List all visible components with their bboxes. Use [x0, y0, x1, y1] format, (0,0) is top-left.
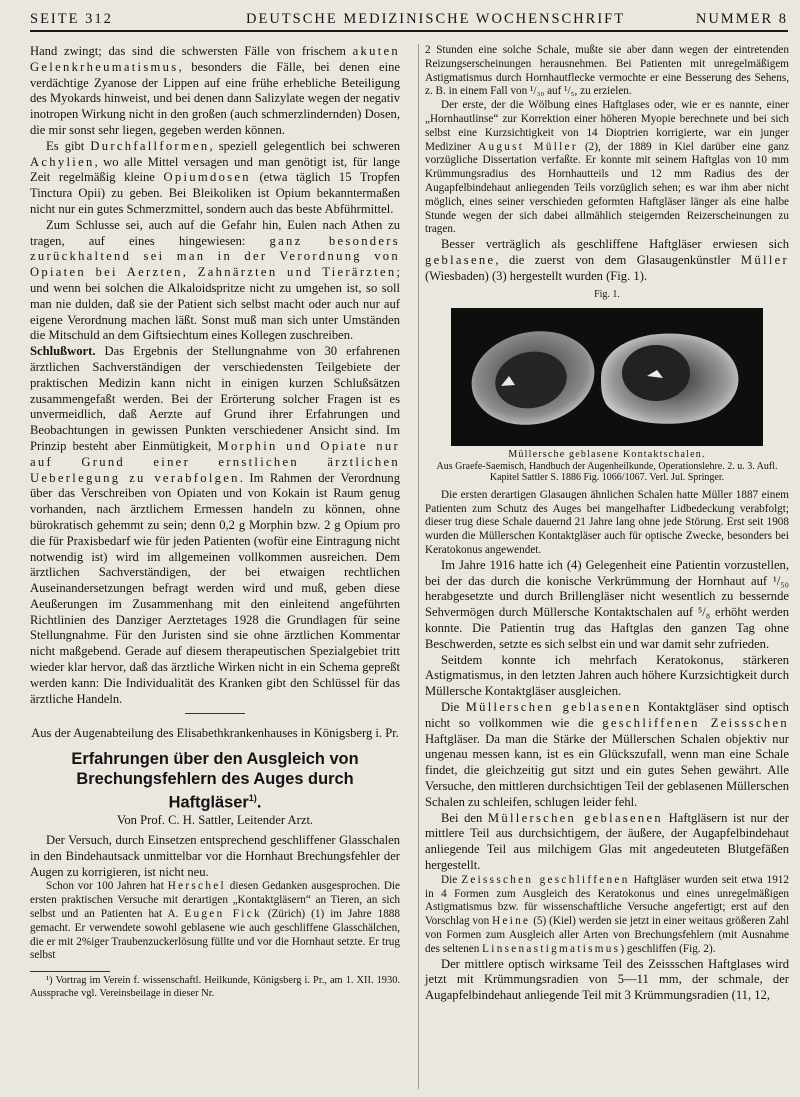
running-header [30, 8, 788, 32]
paragraph: Die Zeissschen geschliffenen Haftgläser wurden seit etwa 1912 in 4 Formen zum Ausgleich des Keratokonus und eines unregelmäßigen Astigmatismus bzw. für wissenschaftliche Versuche angefertigt; erst auf den Vorschlag von Heine (5) (Kiel) werden sie jetzt in einer weitaus größeren Zahl von Formen zum Ausgleich aller Arten von Brechungsfehlern (mit Ausnahme des seltenen Linsenastigmatismus) geschliffen (Fig. 2). [425, 873, 789, 955]
left-lens [463, 320, 603, 436]
left-column [30, 44, 400, 1089]
figure-label: Fig. 1. [594, 288, 620, 300]
paragraph: Die ersten derartigen Glasaugen ähnlichen Schalen hatte Müller 1887 einem Patienten zum Schutz des Auges bei mangelhafter Lidbedeckung verabfolgt; dieser trug diese Schale dauernd 21 Jahre lang ohne jede Störung. Erst seit 1908 wurden die Müllerschen Kontaktgläser auch für optische Zwecke, besonders bei Keratokonus angewendet. [425, 488, 789, 557]
journal-title: DEUTSCHE MEDIZINISCHE WOCHENSCHRIFT [246, 11, 626, 27]
paragraph: Seitdem konnte ich mehrfach Keratokonus, stärkeren Astigmatismus, in den letzten Jahren auch höhere Kurzsichtigkeit durch Müllersche Kontaktgläser ausgleichen. [425, 652, 789, 699]
paragraph: Es gibt Durchfallformen, speziell gelegentlich bei schweren Achylien, wo alle Mittel versagen und man genötigt ist, für lange Zeit regelmäßig kleine Opiumdosen (etwa täglich 15 Tropfen Tinctura Opii) zu geben. Bei Bleikoliken ist Opium bekanntermaßen nicht nur ein gutes Schmerzmittel, sondern auch das beste Abführmittel. [30, 138, 400, 216]
paragraph: Der Versuch, durch Einsetzen entsprechend geschliffener Glasschalen in den Bindehautsack unmittelbar vor die Hornhaut Brechungsfehler der Augen zu korrigieren, ist nicht neu. [30, 833, 400, 879]
paragraph: Der erste, der die Wölbung eines Haftglases oder, wie er es nannte, einer „Hornhautlinse“ zur Korrektion einer höheren Myopie berechnete und bei sich selbst eine Kurzsichtigkeit von 14 Dioptrien korrigierte, war ein junger Mediziner August Müller (2), der 1889 in Kiel darüber eine ganz vorzügliche Dissertation verfaßte. Er konnte mit seinem Haftglas von 10 mm Krümmungsradius des Hornhautteils und 12 mm Radius des der Augapfelbindehaut anliegenden Teils vorzüglich sehen; es war ihm aber nicht möglich, eines seiner verschieden geformten Haftgläser länger als eine halbe Stunde wegen der sich dabei allmählich steigernden Reizerscheinungen zu tragen. [425, 99, 789, 236]
paragraph: Hand zwingt; das sind die schwersten Fälle von frischem akuten Gelenkrheumatismus, besonders die Fälle, bei denen eine verdächtige Zyanose der Lippen auf eine frühe erhebliche Beteiligung des Myokards hinweist, und bei denen dann Salizylate wegen der negativ inotropen Wirkung nicht in den großen (auch schmerzlindernden) Dosen, die mir sonst sehr liegen, gegeben werden können. [30, 44, 400, 137]
paragraph: Die Müllerschen geblasenen Kontaktgläser sind optisch nicht so vollkommen wie die geschliffenen Zeissschen Haftgläser. Da man die Stärke der Müllerschen Schalen objektiv nur ungenau messen kann, ist es ein Glückszufall, wenn man eine Schale findet, die gleichzeitig gut sitzt und ein gutes Sehen gewährt. Alle Versuche, den mittleren durchsichtigen Teil der geblasenen Müllerschen Schalen zu schleifen, schlugen leider fehl. [425, 700, 789, 809]
figure-caption: Müllersche geblasene Kontaktschalen. Aus Graefe-Saemisch, Handbuch der Augenheilkunde, Operationslehre. 2. u. 3. Aufl. Kapitel Sattler S. 1886 Fig. 1066/1067. Verl. Jul. Springer. [436, 449, 778, 484]
paragraph: Schon vor 100 Jahren hat Herschel diesen Gedanken ausgesprochen. Die ersten praktischen Versuche mit derartigen „Kontaktgläsern“ an Tieren, an sich selbst und an Patienten hat A. Eugen Fick (Zürich) (1) im Jahre 1888 gemacht. Er verwendete sowohl geblasene wie auch geschliffene Glasschälchen, die er mit 2%iger Traubenzuckerlösung füllte und vor die Hornhaut setzte. Er trug selbst [30, 880, 400, 962]
paragraph: Zum Schlusse sei, auch auf die Gefahr hin, Eulen nach Athen zu tragen, auf eines hingewiesen: ganz besonders zurückhaltend sei man in der Verordnung von Opiaten bei Aerzten, Zahnärzten und Tierärzten; und wenn bei solchen die Alkaloidspritze nicht zu umgehen ist, so soll man nie dulden, daß sie der Patient sich selbst macht oder auch nur auf eigene Verordnung machen läßt. Sonst muß man sich unter Umständen die Mitschuld an dem Giftsiechtum eines Kollegen zuschreiben. [30, 217, 400, 343]
paragraph: Besser verträglich als geschliffene Haftgläser erwiesen sich geblasene, die zuerst von dem Glasaugenkünstler Müller (Wiesbaden) (3) hergestellt wurden (Fig. 1). [425, 237, 789, 283]
conclusion-heading: Schlußwort. [30, 344, 96, 359]
issue-number: NUMMER 8 [695, 11, 788, 27]
article-title: Erfahrungen über den Ausgleich von Brechungsfehlern des Auges durch Haftgläser$^{1)}$. [71, 750, 359, 812]
article-separator [185, 713, 245, 714]
page-number: SEITE 312 [30, 11, 113, 27]
footnote-rule [30, 971, 110, 972]
contact-lenses-photo [451, 308, 763, 446]
right-lens [601, 334, 738, 424]
footnote: ¹) Vortrag im Verein f. wissenschaftl. Heilkunde, Königsberg i. Pr., am 1. XII. 1930. Aussprache vgl. Vereinsbeilage in dieser Nr. [30, 975, 400, 999]
paragraph: Im Jahre 1916 hatte ich (4) Gelegenheit eine Patientin vorzustellen, bei der das durch die konische Verkrümmung der Hornhaut auf ¹/₅₀ herabgesetzte und durch Brillengläser nicht wesentlich zu bessernde Sehvermögen durch Müllersche Kontaktschalen auf ⁵/₈ erhöht werden konnte. Die Patientin trug das Haftglas den ganzen Tag ohne Beschwerden, setzte es sich selbst ein und war damit sehr zufrieden. [425, 557, 789, 651]
paragraph: Bei den Müllerschen geblasenen Haftgläsern ist nur der mittlere Teil aus durchsichtigem, der äußere, der Augapfelbindehaut anliegende Teil aus milchigem Glas mit angedeuteten Blutgefäßen hergestellt. [425, 810, 789, 872]
right-column [418, 44, 789, 1089]
conclusion-paragraph: Schlußwort. Das Ergebnis der Stellungnahme von 30 erfahrenen ärztlichen Sachverständigen der verschiedensten Teilgebiete der praktischen Medizin kann nicht in einigen kurzen Schlußsätzen zusammengefaßt werden. Bei der Erörterung solcher Fragen ist es unvermeidlich, daß Aerzte auf Grund ihrer Erfahrungen und Beobachtungen in gewissen Punkten verschiedener Ansicht sind. Im Prinzip besteht aber Einmütigkeit, Morphin und Opiate nur auf Grund einer ernstlichen ärztlichen Ueberlegung zu verabfolgen. Im Rahmen der Verordnung über das Verschreiben von Opiaten und von Kokain ist Raum genug vorhanden, nach ärztlichem Ermessen handeln zu können, ohne bürokratisch gehemmt zu sein; denn 0,2 g Morphin bzw. 2 g Opium pro die für Praxisbedarf wie für jeden Patienten (wofür eine Eintragung nicht notwendig ist) wird im allgemeinen vollkommen ausreichen. Dem ärztlichen Sachverständigen, der bei etwaigen rechtlichen Auseinandersetzungen befragt werden wird und muß, geben diese Aeußerungen im Zusammenhang mit den einleitend angeführten Richtlinien des Danziger Aerztetages 1928 die Grundlagen für seine Stellungnahme. Für den Juristen sind sie ohne ärztlichen Kommentar nicht maßgebend. Gerade auf diesem therapeutischen Spezialgebiet tritt wieder klar hervor, daß das ärztliche Wirken nicht in ein Schema gepreßt werden kann: Die Individualität des Kranken gibt den Schlüssel für das ärztliche Handeln. [30, 344, 400, 706]
paragraph: Der mittlere optisch wirksame Teil des Zeissschen Haftglases wird jetzt mit Krümmungsradien von 5—11 mm, der schmale, der Augapfelbindehaut anliegende Teil mit 3 Krümmungsradien (11, 12, [425, 956, 789, 1003]
article-institution: Aus der Augenabteilung des Elisabethkrankenhauses in Königsberg i. Pr. [31, 726, 399, 741]
article-author: Von Prof. C. H. Sattler, Leitender Arzt. [116, 813, 314, 828]
paragraph: 2 Stunden eine solche Schale, mußte sie aber dann wegen der eintretenden Reizungserscheinungen herausnehmen. Bei Patienten mit unregelmäßigem Astigmatismus durch Hornhautflecke vermochte er eine Besserung des Sehens, z. B. in einem Fall von ¹/₃₀ auf ¹/₅, zu erzielen. [425, 44, 789, 98]
figure-contact-lenses [451, 308, 763, 446]
